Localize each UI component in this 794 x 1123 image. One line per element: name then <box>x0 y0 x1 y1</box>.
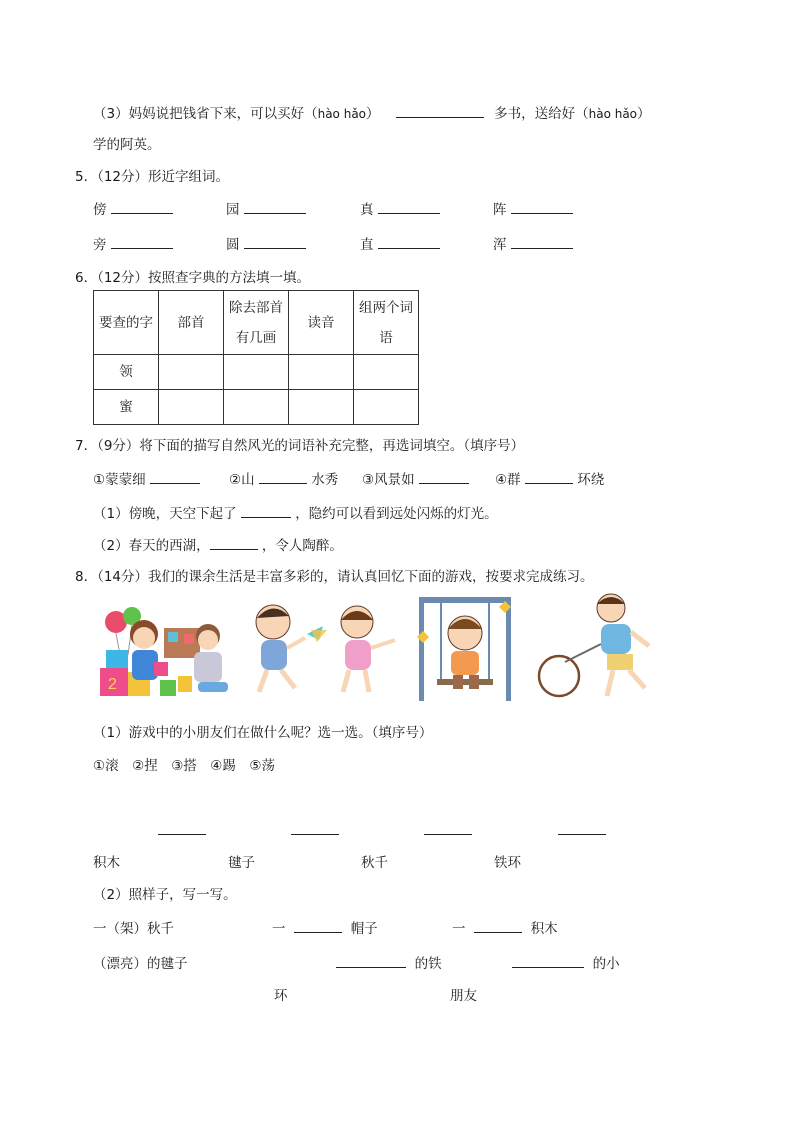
header-radical: 部首 <box>159 291 224 355</box>
blank-blocks[interactable] <box>158 820 206 835</box>
q4-3-line2: 学的阿英。 <box>93 137 161 153</box>
q7-word-4: ④群 环绕 <box>495 468 604 488</box>
blank[interactable] <box>210 535 258 550</box>
blank[interactable] <box>525 469 573 484</box>
adjective-hoop: 的铁 <box>336 952 442 972</box>
blank-q4-3[interactable] <box>396 103 484 118</box>
svg-text:2: 2 <box>108 676 117 693</box>
table-cell[interactable] <box>224 390 289 425</box>
blank[interactable] <box>419 469 469 484</box>
q5-char-1-2: 园 <box>226 198 306 218</box>
q7-word-2: ②山 水秀 <box>229 468 338 488</box>
item-swing: 秋千 <box>361 855 388 871</box>
adjective-friend-cont: 朋友 <box>450 988 477 1004</box>
q5-title: 5．（12分）形近字组词。 <box>75 169 230 185</box>
children-kicking-shuttlecock-image <box>245 600 400 700</box>
blank[interactable] <box>294 918 342 933</box>
q7-word-1: ①蒙蒙细 <box>93 468 200 488</box>
table-cell[interactable] <box>289 355 354 390</box>
q5-char-2-2: 圆 <box>226 233 306 253</box>
header-reading: 读音 <box>289 291 354 355</box>
blank-swing[interactable] <box>424 820 472 835</box>
blank-hoop[interactable] <box>558 820 606 835</box>
table-row-char: 领 <box>94 355 159 390</box>
item-blocks: 积木 <box>93 855 120 871</box>
header-strokes: 除去部首 有几画 <box>224 291 289 355</box>
blank[interactable] <box>474 918 522 933</box>
table-cell[interactable] <box>354 390 419 425</box>
blank[interactable] <box>378 234 440 249</box>
blank-shuttlecock[interactable] <box>291 820 339 835</box>
q4-3-line1: （3）妈妈说把钱省下来，可以买好（hào hǎo） 多书，送给好（hào hǎo） <box>93 102 651 122</box>
blank[interactable] <box>378 199 440 214</box>
table-cell[interactable] <box>354 355 419 390</box>
q5-char-2-3: 直 <box>360 233 440 253</box>
table-cell[interactable] <box>289 390 354 425</box>
blank[interactable] <box>241 503 291 518</box>
example-swing: 一（架）秋千 <box>93 921 174 937</box>
item-shuttlecock: 毽子 <box>228 855 255 871</box>
table-cell[interactable] <box>159 390 224 425</box>
q8-options: ①滚 ②捏 ③搭 ④踢 ⑤荡 <box>93 758 276 774</box>
adjective-hoop-cont: 环 <box>274 988 288 1004</box>
q7-sentence-1: （1）傍晚，天空下起了 ，隐约可以看到远处闪烁的灯光。 <box>93 502 498 522</box>
pinyin-2: hào hǎo <box>588 107 638 121</box>
adjective-friend: 的小 <box>512 952 620 972</box>
measure-hat: 一 帽子 <box>272 917 378 937</box>
example-shuttlecock: （漂亮）的毽子 <box>93 956 188 972</box>
table-cell[interactable] <box>224 355 289 390</box>
blank[interactable] <box>111 234 173 249</box>
q5-char-1-1: 傍 <box>93 198 173 218</box>
blank[interactable] <box>150 469 200 484</box>
blank[interactable] <box>511 199 573 214</box>
header-words: 组两个词 语 <box>354 291 419 355</box>
q8-part1-prompt: （1）游戏中的小朋友们在做什么呢？选一选。（填序号） <box>93 725 433 741</box>
blank[interactable] <box>336 953 406 968</box>
table-cell[interactable] <box>159 355 224 390</box>
pinyin-1: hào hǎo <box>317 107 367 121</box>
blank[interactable] <box>512 953 584 968</box>
child-rolling-hoop-image <box>537 592 662 704</box>
q6-title: 6．（12分）按照查字典的方法填一填。 <box>75 270 311 286</box>
dictionary-table <box>93 290 419 425</box>
q5-char-2-4: 浑 <box>493 233 573 253</box>
blank[interactable] <box>244 199 306 214</box>
q7-word-3: ③风景如 <box>362 468 469 488</box>
q8-title: 8．（14分）我们的课余生活是丰富多彩的，请认真回忆下面的游戏，按要求完成练习。 <box>75 569 594 585</box>
blank[interactable] <box>511 234 573 249</box>
measure-blocks: 一 积木 <box>452 917 558 937</box>
q5-char-1-3: 真 <box>360 198 440 218</box>
q5-char-1-4: 阵 <box>493 198 573 218</box>
header-char: 要查的字 <box>94 291 159 355</box>
item-hoop: 铁环 <box>494 855 521 871</box>
q7-title: 7．（9分）将下面的描写自然风光的词语补充完整，再选词填空。（填序号） <box>75 438 525 454</box>
q7-sentence-2: （2）春天的西湖， ，令人陶醉。 <box>93 534 343 554</box>
children-building-blocks-image <box>98 600 233 700</box>
q5-char-2-1: 旁 <box>93 233 173 253</box>
table-row-char: 蜜 <box>94 390 159 425</box>
blank[interactable] <box>244 234 306 249</box>
blank[interactable] <box>111 199 173 214</box>
child-on-swing-image <box>413 595 518 703</box>
blank[interactable] <box>259 469 307 484</box>
q8-part2-prompt: （2）照样子，写一写。 <box>93 887 237 903</box>
